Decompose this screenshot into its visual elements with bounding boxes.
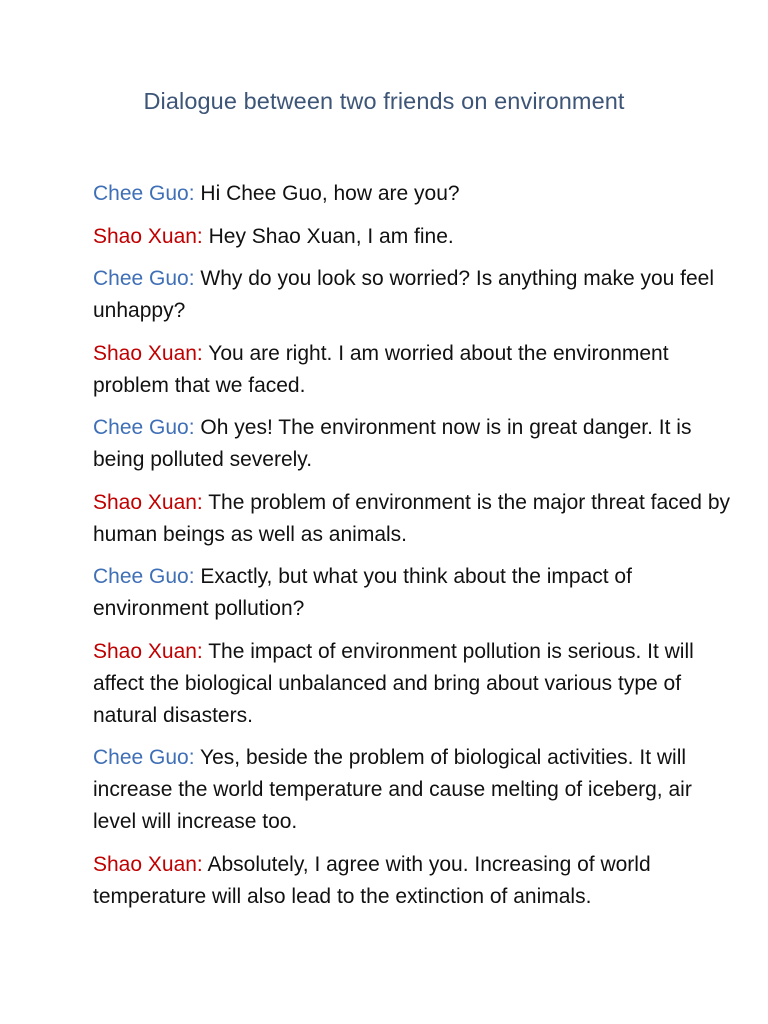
dialogue-text: Exactly, but what you think about the impact of environment pollution?	[93, 565, 632, 620]
speaker-label: Shao Xuan:	[93, 490, 203, 514]
dialogue-line	[93, 263, 733, 327]
dialogue-line	[93, 487, 733, 551]
speaker-label: Chee Guo:	[93, 746, 195, 769]
dialogue-line	[93, 849, 733, 913]
dialogue-text: Why do you look so worried? Is anything make you feel unhappy?	[93, 267, 715, 322]
speaker-label: Shao Xuan:	[93, 852, 203, 876]
dialogue-line	[93, 742, 733, 838]
dialogue-line	[93, 338, 733, 402]
dialogue-line	[93, 412, 733, 476]
speaker-label: Chee Guo:	[93, 182, 195, 205]
dialogue-text: Hi Chee Guo, how are you?	[200, 182, 460, 205]
dialogue-text: The problem of environment is the major threat faced by human beings as well as animals.	[93, 490, 730, 546]
dialogue-text: Hey Shao Xuan, I am fine.	[208, 224, 454, 248]
dialogue-line	[93, 561, 733, 625]
dialogue-text: The impact of environment pollution is serious. It will affect the biological unbalanced and bring about various type of natural disasters.	[93, 639, 694, 727]
dialogue-text: You are right. I am worried about the environment problem that we faced.	[93, 341, 669, 397]
document-title: Dialogue between two friends on environment	[143, 88, 625, 114]
speaker-label: Chee Guo:	[93, 267, 195, 290]
dialogue-text: Yes, beside the problem of biological activities. It will increase the world temperature and cause melting of iceberg, air level will increase too.	[93, 746, 692, 833]
speaker-label: Shao Xuan:	[93, 639, 203, 663]
speaker-label: Shao Xuan:	[93, 224, 203, 248]
speaker-label: Chee Guo:	[93, 565, 195, 588]
dialogue-text: Oh yes! The environment now is in great danger. It is being polluted severely.	[93, 416, 692, 471]
speaker-label: Shao Xuan:	[93, 341, 203, 365]
dialogue-body	[93, 178, 733, 923]
speaker-label: Chee Guo:	[93, 416, 195, 439]
dialogue-line	[93, 636, 733, 732]
dialogue-text: Absolutely, I agree with you. Increasing of world temperature will also lead to the extinction of animals.	[93, 852, 651, 908]
dialogue-line	[93, 178, 733, 210]
dialogue-line	[93, 221, 733, 253]
